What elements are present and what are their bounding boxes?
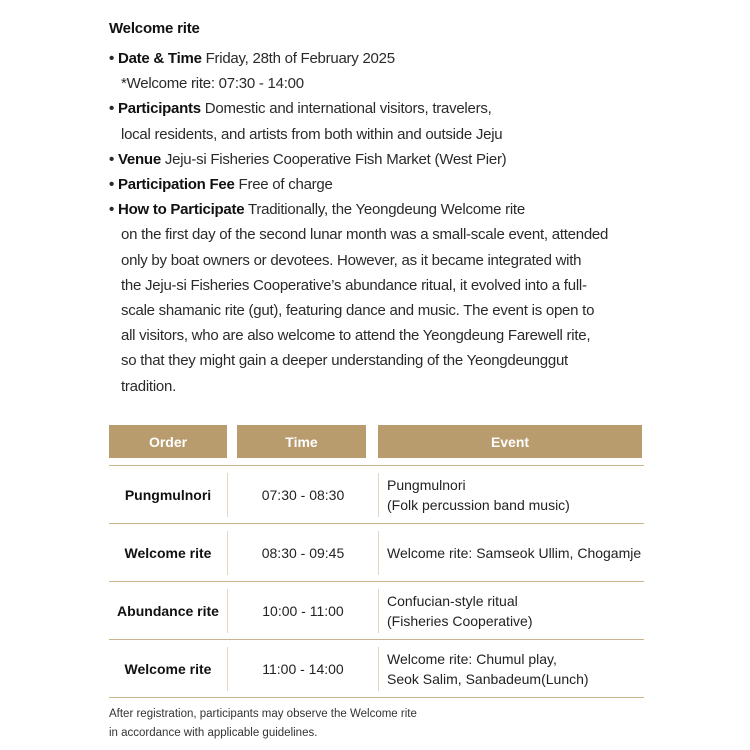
bullet-icon: •	[109, 150, 115, 168]
row-order: Abundance rite	[117, 602, 219, 619]
header-time: Time	[237, 425, 366, 458]
bullet-icon: •	[109, 201, 115, 219]
footnote	[109, 705, 417, 743]
row-event-line2: (Folk percussion band music)	[387, 496, 570, 513]
header-order: Order	[109, 425, 227, 458]
table-row	[109, 524, 644, 582]
how-label: How to Participate	[118, 201, 245, 219]
info-item-date	[109, 46, 649, 96]
how-line: on the first day of the second lunar month was a small-scale event, attended	[121, 226, 609, 244]
row-order: Welcome rite	[124, 660, 212, 677]
info-list	[109, 46, 649, 399]
bullet-icon: •	[109, 176, 115, 194]
info-item-fee	[109, 172, 649, 197]
how-value-line1: Traditionally, the Yeongdeung Welcome rite	[248, 201, 525, 219]
date-label: Date & Time	[118, 50, 202, 67]
how-line: all visitors, who are also welcome to attend the Yeongdeung Farewell rite,	[121, 327, 591, 345]
table-header	[109, 425, 644, 458]
schedule-table	[109, 425, 644, 698]
row-order: Welcome rite	[124, 544, 212, 561]
row-event-line1: Welcome rite: Samseok Ullim, Chogamje	[387, 544, 642, 561]
table-row	[109, 582, 644, 640]
fee-value: Free of charge	[238, 176, 333, 194]
how-line: the Jeju-si Fisheries Cooperative’s abundance ritual, it evolved into a full-	[121, 276, 587, 294]
row-event	[379, 543, 642, 563]
fee-label: Participation Fee	[118, 176, 235, 194]
info-item-how	[109, 197, 649, 399]
row-time: 07:30 - 08:30	[227, 473, 379, 517]
row-event-line2: (Fisheries Cooperative)	[387, 612, 533, 629]
how-line: tradition.	[121, 377, 177, 395]
info-item-venue	[109, 147, 649, 172]
row-event-line2: Seok Salim, Sanbadeum(Lunch)	[387, 670, 589, 687]
date-value: Friday, 28th of February 2025	[205, 50, 395, 67]
bullet-icon: •	[109, 50, 115, 67]
date-subtext: *Welcome rite: 07:30 - 14:00	[121, 75, 304, 93]
info-item-participants	[109, 96, 649, 146]
venue-label: Venue	[118, 150, 161, 168]
table-row	[109, 466, 644, 524]
row-time: 08:30 - 09:45	[227, 531, 379, 575]
row-time: 10:00 - 11:00	[227, 589, 379, 633]
venue-value: Jeju-si Fisheries Cooperative Fish Market (West Pier)	[164, 150, 507, 168]
footnote-line2: in accordance with applicable guidelines.	[109, 727, 318, 739]
row-event-line1: Confucian-style ritual	[387, 592, 518, 609]
participants-value-line2: local residents, and artists from both within and outside Jeju	[121, 125, 503, 143]
footnote-line1: After registration, participants may observe the Welcome rite	[109, 708, 417, 720]
content	[109, 18, 649, 399]
row-event	[379, 649, 637, 689]
row-event-line1: Pungmulnori	[387, 476, 466, 493]
row-event	[379, 475, 637, 515]
row-order: Pungmulnori	[124, 486, 212, 503]
row-event	[379, 591, 637, 631]
row-time: 11:00 - 14:00	[227, 647, 379, 691]
how-line: so that they might gain a deeper understanding of the Yeongdeunggut	[121, 352, 568, 370]
participants-label: Participants	[118, 100, 201, 118]
participants-value-line1: Domestic and international visitors, travelers,	[204, 100, 492, 118]
section-title: Welcome rite	[109, 20, 200, 37]
table-row	[109, 640, 644, 698]
header-event: Event	[378, 425, 642, 458]
bullet-icon: •	[109, 100, 115, 118]
how-line: only by boat owners or devotees. However, as it became integrated with	[121, 251, 582, 269]
how-line: scale shamanic rite (gut), featuring dance and music. The event is open to	[121, 302, 595, 320]
row-event-line1: Welcome rite: Chumul play,	[387, 650, 557, 667]
